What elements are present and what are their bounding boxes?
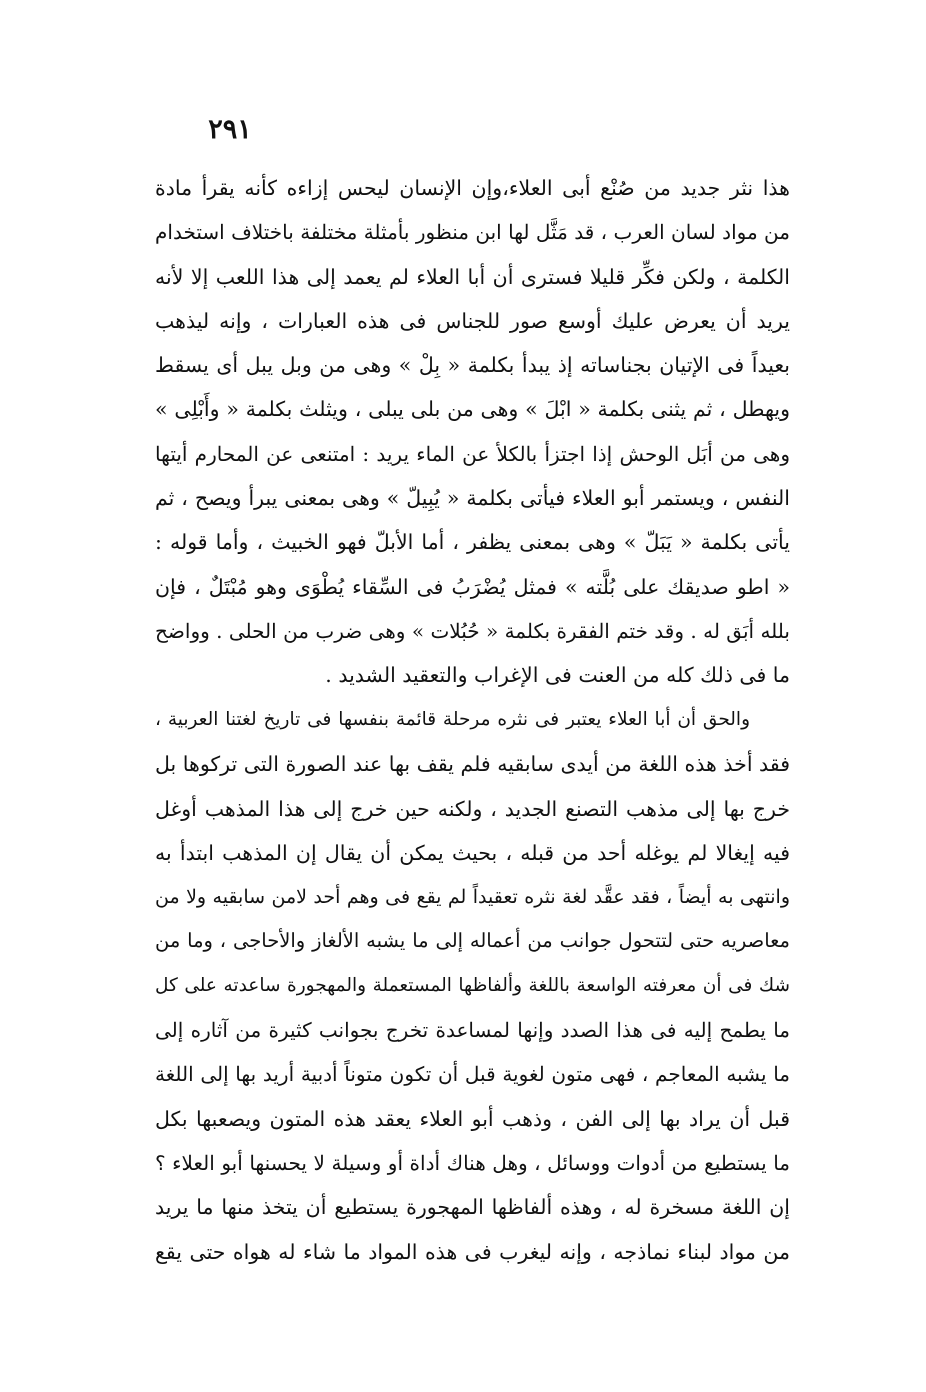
text-line: ما يطمح إليه فى هذا الصدد وإنها لمساعدة تخرج بجوانب كثيرة من آثاره إلى [155, 1018, 790, 1043]
text-line: ما يشبه المعاجم ، فهى متون لغوية قبل أن تكون متوناً أدبية أريد بها إلى اللغة [155, 1062, 790, 1087]
text-line: يريد أن يعرض عليك أوسع صور للجناس فى هذه العبارات ، وإنه ليذهب [155, 308, 790, 333]
text-line: فقد أخذ هذه اللغة من أيدى سابقيه فلم يقف بها عند الصورة التى تركوها بل [155, 752, 790, 777]
text-line: ما يستطيع من أدوات ووسائل ، وهل هناك أداة أو وسيلة لا يحسنها أبو العلاء ؟ [155, 1150, 790, 1175]
text-line: قبل أن يراد بها إلى الفن ، وذهب أبو العلاء يعقد هذه المتون ويصعبها بكل [155, 1106, 790, 1131]
text-line: ويهطل ، ثم يثنى بكلمة « ابْلَ » وهى من بلى يبلى ، ويثلث بكلمة « وأَبْلِى » [155, 397, 790, 422]
text-line: شك فى أن معرفته الواسعة باللغة وألفاظها المستعملة والمهجورة ساعدته على كل [155, 974, 790, 996]
text-line: وهى من أبَل الوحش إذا اجتزأ بالكلأ عن الماء يريد : امتنعى عن المحارم أيتها [155, 441, 790, 466]
text-line: هذا نثر جديد من صُنْع أبى العلاء،وإن الإنسان ليحس إزاءه كأنه يقرأ مادة [155, 176, 790, 200]
paragraph-1 [155, 166, 790, 698]
text-line: الكلمة ، ولكن فكِّر قليلا فسترى أن أبا العلاء لم يعمد إلى هذا اللعب إلا لأنه [155, 264, 790, 289]
paragraph-2 [155, 698, 790, 1274]
text-line: النفس ، ويستمر أبو العلاء فيأتى بكلمة « يُبِيلّ » وهى بمعنى يبرأ ويصح ، ثم [155, 486, 790, 511]
text-line: « اطو صديقك على بُلَّته » فمثل يُضْرَبُ فى السِّقاء يُطْوَى وهو مُبْتَلٌ ، فإن [155, 574, 790, 599]
text-line: من مواد لسان العرب ، قد مَثَّل لها ابن منظور بأمثلة مختلفة باختلاف استخدام [155, 220, 790, 245]
text-line: والحق أن أبا العلاء يعتبر فى نثره مرحلة قائمة بنفسها فى تاريخ لغتنا العربية ، [155, 709, 750, 730]
text-line: من مواد لبناء نماذجه ، وإنه ليغرب فى هذه المواد ما شاء له هواه حتى يقع [155, 1239, 790, 1264]
text-line: يأتى بكلمة « يَبَلّ » وهى بمعنى يظفر ، أما الأبلّ فهو الخبيث ، وأما قوله : [155, 530, 790, 555]
text-line: بعيداً فى الإتيان بجناساته إذ يبدأ بكلمة « بِلْ » وهى من وبل يبل أى يسقط [155, 353, 790, 378]
text-line: بلله أبَق له . وقد ختم الفقرة بكلمة « حُبُلات » وهى ضرب من الحلى . وواضح [155, 618, 790, 643]
text-line: خرج بها إلى مذهب التصنع الجديد ، ولكنه حين خرج إلى هذا المذهب أوغل [155, 796, 790, 821]
text-line: فيه إيغالا لم يوغله أحد من قبله ، بحيث يمكن أن يقال إن المذهب ابتدأ به [155, 840, 790, 865]
text-line: معاصريه حتى لتتحول جوانب من أعماله إلى ما يشبه الألغاز والأحاجى ، وما من [155, 929, 790, 953]
text-line: وانتهى به أيضاً ، فقد عقَّد لغة نثره تعقيداً لم يقع فى وهم أحد لامن سابقيه ولا من [155, 886, 790, 909]
text-line: ما فى ذلك كله من العنت فى الإغراب والتعقيد الشديد . [325, 663, 790, 688]
text-line: إن اللغة مسخرة له ، وهذه ألفاظها المهجورة يستطيع أن يتخذ منها ما يريد [155, 1195, 790, 1220]
page-number: ٢٩١ [208, 114, 252, 145]
